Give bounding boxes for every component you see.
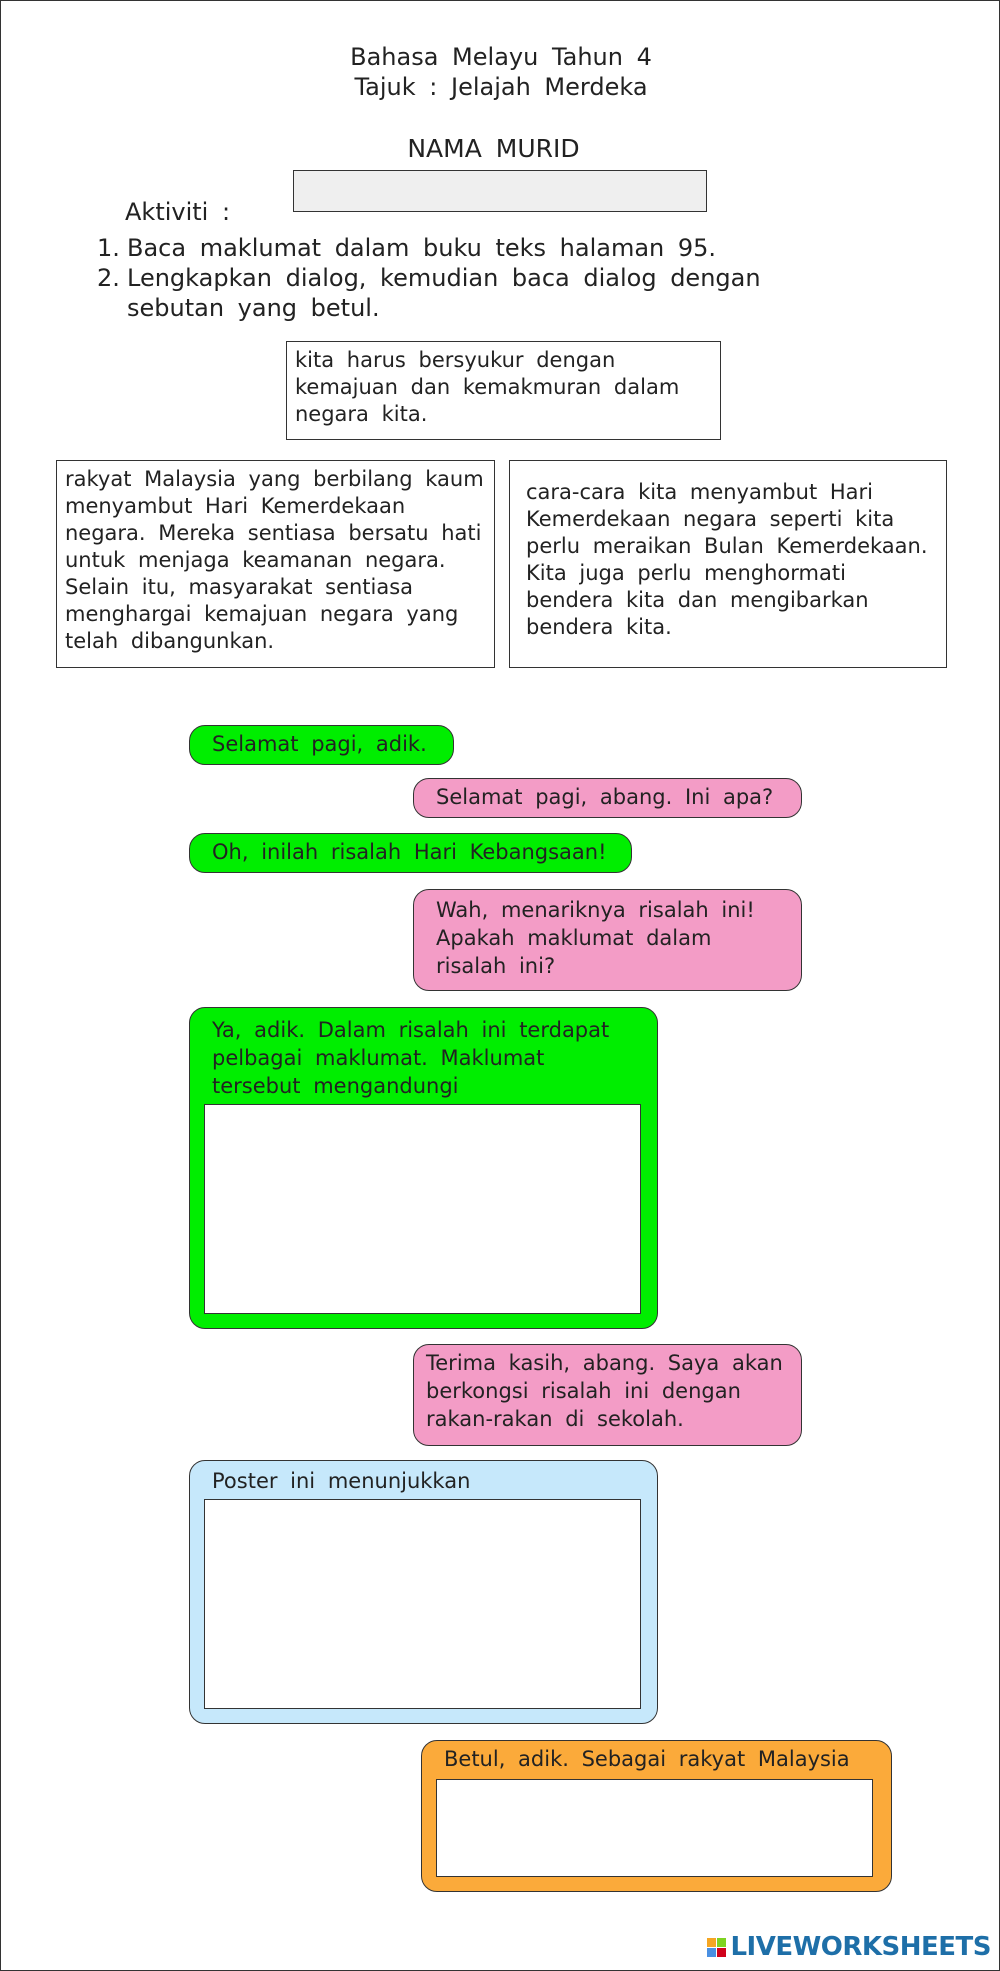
dialog-text: Selamat pagi, abang. Ini apa? <box>436 785 774 809</box>
dialog-bubble-abang <box>189 725 454 765</box>
dialog-bubble-abang-final <box>421 1740 892 1892</box>
dialog-bubble-abang-answer <box>189 1007 658 1329</box>
dialog-bubble-abang <box>189 833 632 873</box>
activity-label: Aktiviti : <box>125 198 231 226</box>
dialog-text: Ya, adik. Dalam risalah ini terdapat pelbagai maklumat. Maklumat tersebut mengandungi <box>212 1018 610 1098</box>
step-text: Baca maklumat dalam buku teks halaman 95. <box>127 234 717 262</box>
logo-square-icon <box>707 1938 716 1947</box>
logo-square-icon <box>717 1938 726 1947</box>
student-name-label: NAMA MURID <box>407 134 580 163</box>
activity-instructions <box>97 233 857 323</box>
dialog-text: Terima kasih, abang. Saya akan berkongsi risalah ini dengan rakan-rakan di sekolah. <box>426 1351 783 1431</box>
word-box-right[interactable]: cara-cara kita menyambut Hari Kemerdekaan negara seperti kita perlu meraikan Bulan Kemerdekaan. Kita juga perlu menghormati bendera kita dan mengibarkan bendera kita. <box>509 460 947 668</box>
logo-text: LIVEWORKSHEETS <box>730 1932 991 1962</box>
student-name-input[interactable] <box>293 170 707 212</box>
step-number: 1. <box>97 234 120 262</box>
dialog-text: Betul, adik. Sebagai rakyat Malaysia <box>444 1747 850 1771</box>
subject-title: Bahasa Melayu Tahun 4 <box>350 43 652 71</box>
answer-drop-zone-3[interactable] <box>436 1779 873 1877</box>
answer-drop-zone-1[interactable] <box>204 1104 641 1314</box>
logo-square-icon <box>707 1948 716 1957</box>
dialog-bubble-adik <box>413 889 802 991</box>
logo-square-icon <box>717 1948 726 1957</box>
dialog-text: Oh, inilah risalah Hari Kebangsaan! <box>212 840 607 864</box>
step-number: 2. <box>97 264 120 292</box>
dialog-bubble-adik <box>413 778 802 818</box>
instruction-step <box>97 233 857 263</box>
dialog-text: Selamat pagi, adik. <box>212 732 427 756</box>
step-text: Lengkapkan dialog, kemudian baca dialog dengan sebutan yang betul. <box>127 264 761 322</box>
instruction-step <box>97 263 857 323</box>
topic-title: Tajuk : Jelajah Merdeka <box>354 73 648 101</box>
dialog-text: Poster ini menunjukkan <box>212 1469 471 1493</box>
poster-bubble <box>189 1460 658 1724</box>
word-box-left[interactable]: rakyat Malaysia yang berbilang kaum menyambut Hari Kemerdekaan negara. Mereka sentiasa bersatu hati untuk menjaga keamanan negara. Selain itu, masyarakat sentiasa menghargai kemajuan negara yang telah dibangunkan. <box>56 460 495 668</box>
dialog-text: Wah, menariknya risalah ini! Apakah maklumat dalam risalah ini? <box>436 898 755 978</box>
word-box-top[interactable]: kita harus bersyukur dengan kemajuan dan kemakmuran dalam negara kita. <box>286 341 721 440</box>
dialog-bubble-adik <box>413 1344 802 1446</box>
liveworksheets-logo-icon <box>707 1938 726 1957</box>
answer-drop-zone-2[interactable] <box>204 1499 641 1709</box>
liveworksheets-logo <box>707 1932 991 1962</box>
